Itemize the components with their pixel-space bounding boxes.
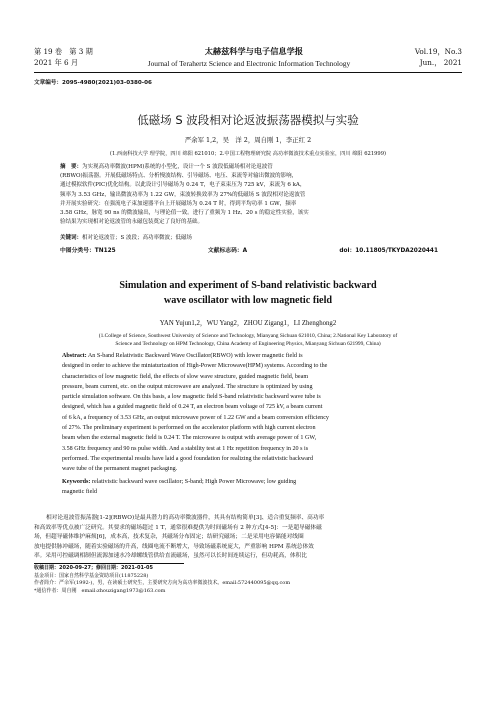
- abstract-en-line: designed in order to achieve the miniaturization of High-Power Microwave(HPM) systems. According to the: [62, 363, 328, 370]
- footnotes: [34, 565, 462, 595]
- header-rule: [34, 72, 462, 73]
- abstract-en-line: designed, which has a guided magnetic field of 0.24 T, an electron beam voltage of 725 kV, a beam current: [62, 404, 323, 411]
- abstract-en-line: An S-band Relativistic Backward Wave Oscillator(RBWO) with lower magnetic field is: [87, 353, 303, 359]
- article-number: 文章编号：2095-4980(2021)03-0380-06: [34, 80, 152, 86]
- affiliation-en-line: (1.College of Science, Southwest University of Science and Technology, Mianyang Sichuan 621010, China; 2.National Key Laboratory of: [98, 333, 398, 339]
- abstract-cn: [60, 163, 438, 227]
- footnote-fund: 基金项目：国家自然科学基金资助项目(11875228): [34, 572, 149, 579]
- abstract-cn-line: 并开展实验研究：在强流电子束加速器平台上开展磁场为 0.24 T 时，得到平均功率 1 GW，频率: [60, 200, 297, 207]
- abstract-cn-line: 频率为 3.53 GHz，输出微波功率为 1.22 GW，束波转换效率为 27%的低磁场 S 波段相对论返波管: [60, 191, 306, 198]
- abstract-en: [62, 351, 438, 475]
- keywords-cn: [60, 234, 438, 243]
- volume-issue-cn: 第 19 卷 第 3 期: [34, 46, 93, 56]
- doc-code: A: [242, 248, 248, 254]
- clc-label: 中图分类号：: [60, 248, 95, 254]
- affiliation-en: [34, 332, 462, 348]
- abstract-en-line: performed. The experimental results have laid a good foundation for realizing the relativistic backward: [62, 455, 313, 462]
- abstract-cn-line: 3.58 GHz，脉宽 90 ns 的微波输出，与理论值一致。进行了重频为 1 Hz、20 s 的稳定性实验，该实: [60, 210, 309, 217]
- journal-name-cn: 太赫兹科学与电子信息学报: [204, 46, 303, 56]
- authors-cn: 严余军 1,2，吴 洋 2，周自刚 1，李正红 2: [184, 136, 312, 144]
- keywords-en-line: magnetic field: [62, 489, 98, 496]
- title-en-line1: Simulation and experiment of S-band relativistic backward: [119, 280, 377, 291]
- keywords-cn-label: 关键词：: [60, 235, 83, 241]
- journal-header-line2: [34, 58, 462, 68]
- classification-meta: [60, 245, 438, 254]
- abstract-en-label: Abstract:: [62, 353, 87, 359]
- abstract-en-line: wave tube of the permanent magnet packaging.: [62, 466, 178, 473]
- body-line: 场，但超导磁体维护麻烦[6]，成本高，技术复杂，其磁场分布固定；结研究磁场；二是采用电容储能对线圈: [34, 534, 304, 540]
- abstract-en-line: of 6 kA, a frequency of 3.53 GHz, an output microwave power of 1.22 GW and a beam conversion efficiency: [62, 414, 329, 421]
- abstract-en-line: beam when the external magnetic field is 0.24 T. The microwave is output with average power of 1 GW,: [62, 435, 317, 442]
- footnote-author: 作者简介：严余军(1992-)，男，在读硕士研究生，主要研究方向为高功率微波技术。email:572440095@qq.com: [34, 580, 291, 587]
- footnote-received: 收稿日期：2020-09-27；修回日期：2021-01-05: [34, 565, 153, 571]
- abstract-en-line: pressure, beam current, etc. on the output microwave are analyzed. The structure is optimized by using: [62, 383, 313, 390]
- date-cn: 2021 年 6 月: [34, 58, 79, 67]
- doc-code-label: 文献标志码：: [207, 248, 243, 254]
- body-line: 和高效率等优点被广泛研究。其要求的磁场超过 1 T，通常很难提供为时间磁场有 2 种方式[4-5]：一是超导磁体磁: [34, 524, 322, 531]
- abstract-cn-line: 验结果为实现相对论返波管的永磁包装奠定了良好的基础。: [60, 219, 204, 226]
- abstract-cn-line: (RBWO)振荡器。开展低磁场特点、分析慢波结构、引导磁场、电压、束流等对输出微波的影响，: [60, 173, 298, 180]
- footnote-corresponding: *通信作者：周自刚 email:zhouzigang1973@163.com: [34, 587, 166, 594]
- abstract-cn-line: 通过模拟软件(PIC)优化结构。以此设计引导磁场为 0.24 T，电子束束压为 725 kV，束流为 6 kA，: [60, 182, 306, 189]
- clc-number: TN125: [94, 248, 116, 254]
- keywords-en-label: Keywords:: [62, 479, 91, 485]
- keywords-en: [62, 477, 438, 498]
- abstract-cn-label: 摘 要：: [60, 164, 83, 170]
- abstract-cn-line: 为实现高功率微波(HPM)系统的小型化，设计一个 S 波段低磁场相对论返波管: [82, 164, 273, 170]
- body-line: 相对论返波管振荡器[1-2](RBWO)是最具潜力的高功率微波器件，其具有结构简单[3]、适合重复频率、高功率: [46, 515, 325, 521]
- body-line: 放电提供脉冲磁场，随着实验磁场的升高，线圈电流不断增大，导致场磁系统庞大，严重影响 HPM 系统总体效: [34, 543, 314, 550]
- keywords-en-line: relativistic backward wave oscillator; S-band; High Power Microwave; low guiding: [91, 479, 297, 485]
- abstract-en-line: characteristics of low magnetic field, the effects of slow wave structure, guided magnetic field, beam: [62, 373, 309, 380]
- keywords-cn-text: 相对论返波管；S 波段；高功率微波；低磁场: [82, 235, 193, 241]
- date-en: Jun.， 2021: [419, 58, 462, 67]
- journal-header-line1: [34, 46, 462, 57]
- journal-name-en: Journal of Terahertz Science and Electronic Information Technology: [147, 58, 351, 68]
- body-text-cn: [34, 514, 462, 562]
- title-cn: 低磁场 S 波段相对论返波振荡器模拟与实验: [137, 113, 359, 127]
- abstract-en-line: particle simulation software. On this basis, a low magnetic field S-band relativistic backward wave tube is: [62, 394, 321, 401]
- title-en-line2: wave oscillator with low magnetic field: [163, 295, 333, 306]
- authors-en: YAN Yujun1,2，WU Yang2，ZHOU Zigang1，LI Zhenghong2: [159, 320, 337, 327]
- affiliation-en-line: Science and Technology on HPM Technology, China Academy of Engineering Physics, Mianyang Sichuan 621999, China): [115, 341, 381, 347]
- doi-value: 10.11805/TKYDA2020441: [355, 248, 438, 254]
- affiliation-cn: (1.西南科技大学 理学院，四川 绵阳 621010；2.中国工程物理研究院 高功率微波技术重点实验室，四川 绵阳 621999): [109, 151, 387, 157]
- volume-issue-en: Vol.19，No.3: [414, 46, 462, 56]
- abstract-en-line: 3.58 GHz frequency and 90 ns pulse width. And a stability test at 1 Hz repetition frequency in 20 s is: [62, 445, 309, 452]
- body-line: 率。采用可控磁调相制但流源加速水冷却螺线管供给直流磁场，虽然可以长时间连续运行，但功耗高，体积比: [34, 553, 307, 559]
- footnote-rule: [34, 563, 184, 564]
- abstract-en-line: of 27%. The preliminary experiment is performed on the accelerator platform with high current electron: [62, 425, 316, 432]
- doi-label: doi：: [339, 248, 356, 254]
